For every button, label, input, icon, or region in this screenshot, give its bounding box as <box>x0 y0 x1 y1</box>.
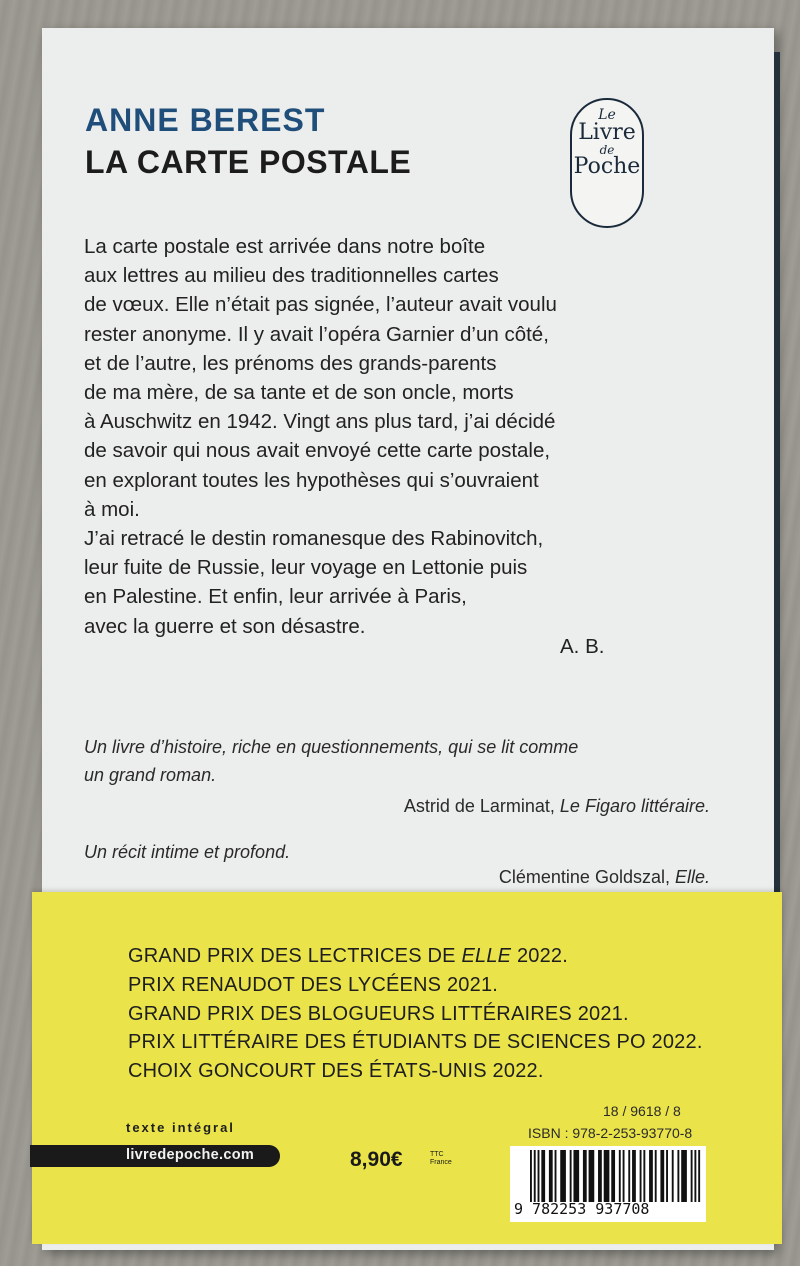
barcode-bar <box>677 1150 679 1202</box>
review-attribution <box>404 796 710 817</box>
catalog-code: 18 / 9618 / 8 <box>603 1103 681 1119</box>
blurb-line: La carte postale est arrivée dans notre boîte <box>84 235 486 258</box>
publication-name: Le Figaro littéraire. <box>559 796 710 816</box>
blurb-line: J’ai retracé le destin romanesque des Rabinovitch, <box>84 527 544 551</box>
barcode-bar <box>560 1150 566 1202</box>
blurb-line: en explorant toutes les hypothèses qui s’ouvraient <box>84 468 539 492</box>
logo-line-3: de <box>599 143 615 157</box>
barcode-bar <box>573 1150 579 1202</box>
critic-name: Clémentine Goldszal, <box>498 867 675 887</box>
prize-item: CHOIX GONCOURT DES ÉTATS-UNIS 2022. <box>128 1060 544 1083</box>
prize-item: GRAND PRIX DES BLOGUEURS LITTÉRAIRES 2021. <box>128 1002 629 1025</box>
barcode-bars <box>530 1150 702 1202</box>
barcode-bar <box>598 1150 602 1202</box>
review-quote <box>84 838 290 866</box>
barcode-bar <box>628 1150 630 1202</box>
blurb-line: avec la guerre et son désastre. <box>84 614 366 638</box>
edition-label: texte intégral <box>126 1120 235 1135</box>
barcode-bar <box>623 1150 625 1202</box>
prize-list <box>128 942 703 1086</box>
barcode-bar <box>530 1150 532 1202</box>
blurb-line: et de l’autre, les prénoms des grands-parents <box>84 351 497 375</box>
blurb-line: leur fuite de Russie, leur voyage en Lettonie puis <box>84 556 528 580</box>
review-quote-line: Un récit intime et profond. <box>84 842 291 862</box>
book-spine-edge <box>774 52 780 902</box>
barcode-bar <box>694 1150 696 1202</box>
prize-item: PRIX RENAUDOT DES LYCÉENS 2021. <box>128 973 499 996</box>
barcode-number: 9 782253 937708 <box>514 1200 650 1218</box>
isbn-text: ISBN : 978-2-253-93770-8 <box>528 1125 693 1141</box>
blurb-line: de vœux. Elle n’était pas signée, l’auteur avait voulu <box>84 293 557 317</box>
barcode-bar <box>649 1150 653 1202</box>
barcode-bar <box>660 1150 664 1202</box>
review-quote-line: un grand roman. <box>84 765 217 785</box>
blurb-line: rester anonyme. Il y avait l’opéra Garnier d’un côté, <box>84 322 549 346</box>
author-name: ANNE BEREST <box>85 102 326 138</box>
barcode-bar <box>541 1150 545 1202</box>
prize-item: PRIX LITTÉRAIRE DES ÉTUDIANTS DE SCIENCES PO 2022. <box>128 1031 703 1054</box>
barcode-bar <box>555 1150 557 1202</box>
barcode-bar <box>681 1150 687 1202</box>
barcode-bar <box>655 1150 657 1202</box>
logo-line-1: Le <box>598 107 616 123</box>
blurb-line: à Auschwitz en 1942. Vingt ans plus tard, j’ai décidé <box>84 410 556 434</box>
price-note <box>430 1151 452 1167</box>
critic-name: Astrid de Larminat, <box>403 796 560 816</box>
barcode-bar <box>549 1150 553 1202</box>
blurb-line: à moi. <box>84 497 140 521</box>
blurb-line: de ma mère, de sa tante et de son oncle, morts <box>84 381 514 405</box>
review-attribution <box>499 867 710 888</box>
barcode-bar <box>604 1150 610 1202</box>
blurb-line: en Palestine. Et enfin, leur arrivée à Paris, <box>84 585 467 609</box>
prize-item <box>128 942 703 971</box>
author-initials: A. B. <box>560 635 605 658</box>
blurb-text <box>84 232 644 641</box>
barcode-bar <box>632 1150 636 1202</box>
website-banner <box>30 1145 280 1167</box>
price-note-country: France <box>430 1159 452 1166</box>
prize-magazine: ELLE <box>461 945 512 967</box>
price-note-ttc: TTC <box>430 1151 444 1158</box>
livre-de-poche-logo <box>570 98 644 228</box>
barcode-bar <box>534 1150 536 1202</box>
barcode-bar <box>672 1150 674 1202</box>
website-url: livredepoche.com <box>126 1147 255 1163</box>
barcode-bar <box>611 1150 615 1202</box>
prize-year: 2022. <box>511 945 568 967</box>
barcode-bar <box>619 1150 621 1202</box>
barcode-bar <box>698 1150 700 1202</box>
barcode-bar <box>589 1150 595 1202</box>
blurb-line: de savoir qui nous avait envoyé cette carte postale, <box>84 439 551 463</box>
logo-line-4: Poche <box>573 154 641 179</box>
review-quote <box>84 733 578 789</box>
logo-line-2: Livre <box>578 120 636 145</box>
barcode-bar <box>583 1150 587 1202</box>
review-quote-line: Un livre d’histoire, riche en questionnements, qui se lit comme <box>84 737 579 757</box>
publication-name: Elle. <box>674 867 710 887</box>
barcode-bar <box>691 1150 693 1202</box>
barcode-bar <box>640 1150 642 1202</box>
barcode-bar <box>570 1150 572 1202</box>
barcode-bar <box>538 1150 540 1202</box>
book-title: LA CARTE POSTALE <box>85 144 412 180</box>
blurb-line: aux lettres au milieu des traditionnelles cartes <box>84 264 499 288</box>
prize-text: GRAND PRIX DES LECTRICES DE <box>128 945 462 967</box>
barcode-bar <box>666 1150 668 1202</box>
barcode <box>510 1146 706 1222</box>
price: 8,90€ <box>350 1148 403 1171</box>
barcode-bar <box>643 1150 645 1202</box>
